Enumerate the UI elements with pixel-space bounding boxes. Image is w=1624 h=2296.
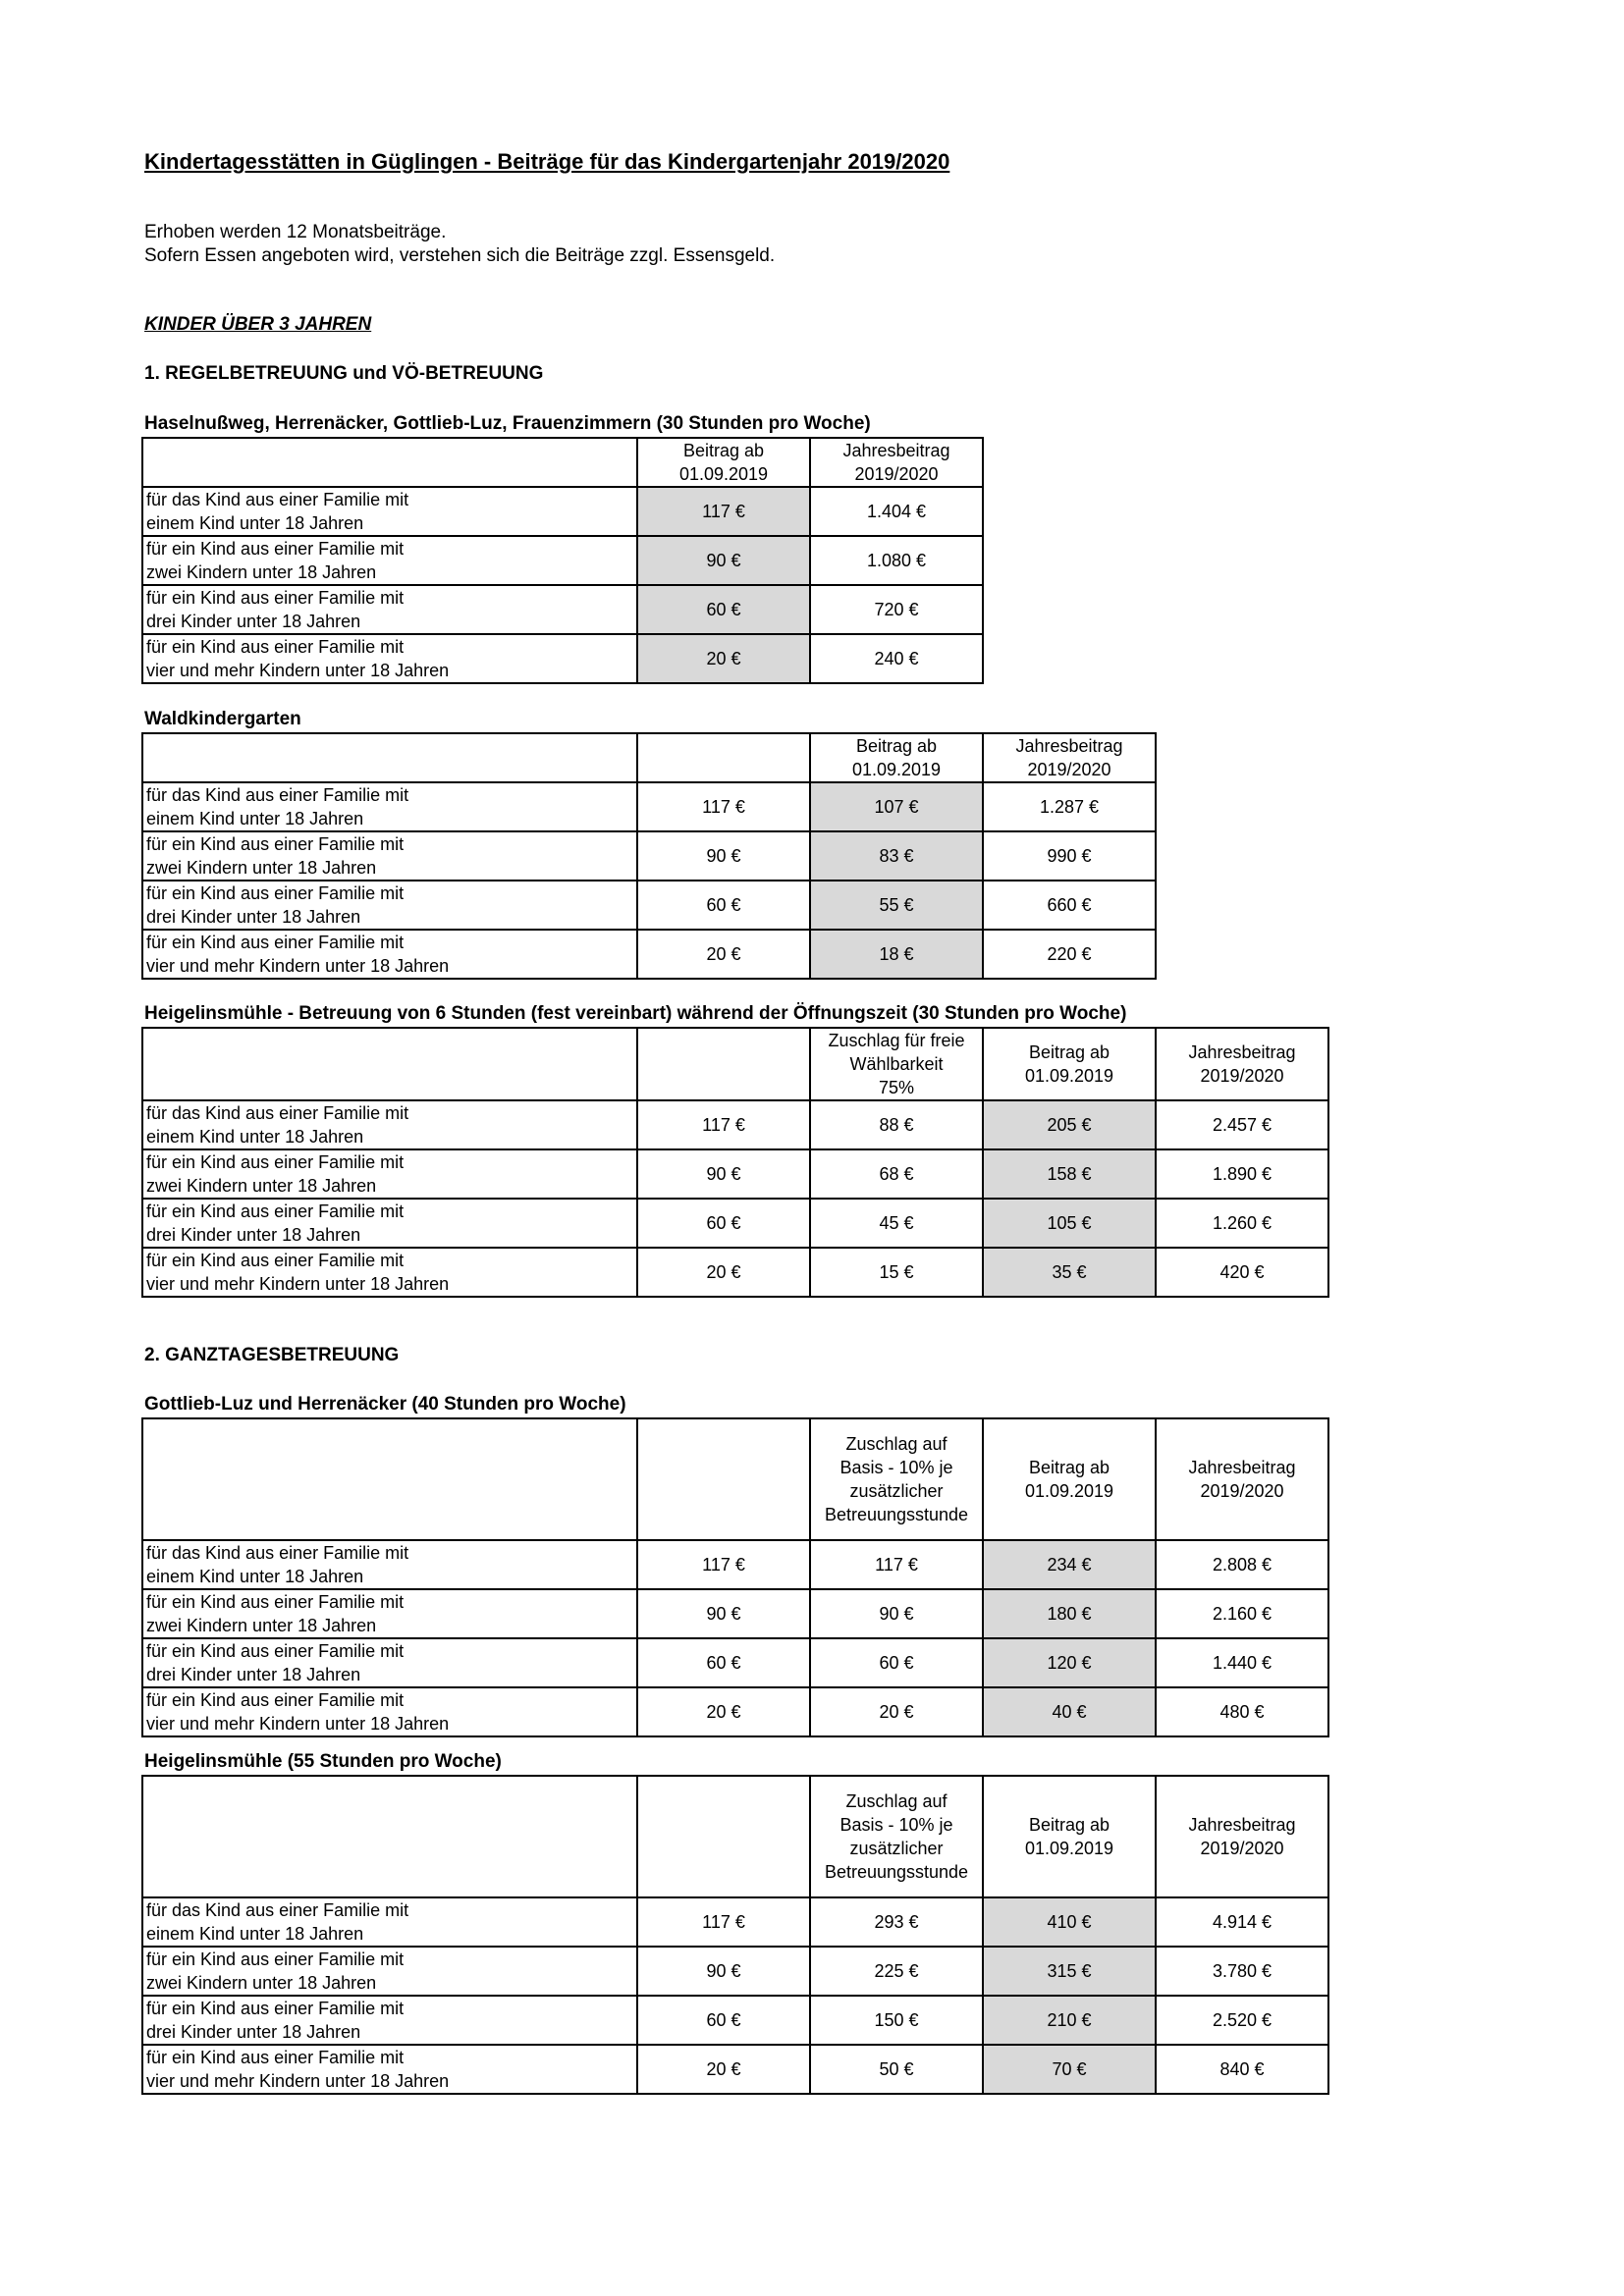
zuschlag-cell: 150 € xyxy=(810,1996,983,2045)
jahresbeitrag-cell: 1.440 € xyxy=(1156,1638,1328,1687)
basis-cell: 117 € xyxy=(637,1897,810,1947)
basis-cell: 60 € xyxy=(637,881,810,930)
table-header-row xyxy=(142,1028,1328,1100)
jahresbeitrag-cell: 220 € xyxy=(983,930,1156,979)
jahresbeitrag-cell: 720 € xyxy=(810,585,983,634)
beitrag-cell: 234 € xyxy=(983,1540,1156,1589)
header-beitrag: Beitrag ab 01.09.2019 xyxy=(810,733,983,782)
beitrag-cell: 205 € xyxy=(983,1100,1156,1149)
header-zuschlag: Zuschlag auf Basis - 10% je zusätzlicher Betreuungsstunde xyxy=(810,1418,983,1540)
basis-cell: 60 € xyxy=(637,1638,810,1687)
header-empty-cell xyxy=(142,438,637,487)
header-empty-cell xyxy=(637,1028,810,1100)
intro-line-1: Erhoben werden 12 Monatsbeiträge. xyxy=(144,222,447,242)
row-label: für ein Kind aus einer Familie mit drei Kinder unter 18 Jahren xyxy=(142,585,637,634)
jahresbeitrag-cell: 2.520 € xyxy=(1156,1996,1328,2045)
jahresbeitrag-cell: 240 € xyxy=(810,634,983,683)
jahresbeitrag-cell: 2.160 € xyxy=(1156,1589,1328,1638)
basis-cell: 20 € xyxy=(637,1687,810,1736)
table-row xyxy=(142,1996,1328,2045)
header-beitrag: Beitrag ab 01.09.2019 xyxy=(637,438,810,487)
header-jahresbeitrag: Jahresbeitrag 2019/2020 xyxy=(983,733,1156,782)
row-label: für ein Kind aus einer Familie mit zwei Kindern unter 18 Jahren xyxy=(142,1947,637,1996)
header-zuschlag: Zuschlag auf Basis - 10% je zusätzlicher Betreuungsstunde xyxy=(810,1776,983,1897)
row-label: für das Kind aus einer Familie mit einem Kind unter 18 Jahren xyxy=(142,782,637,831)
row-label: für ein Kind aus einer Familie mit zwei Kindern unter 18 Jahren xyxy=(142,1149,637,1199)
header-empty-cell xyxy=(142,1028,637,1100)
fee-table-1 xyxy=(141,437,984,684)
header-beitrag: Beitrag ab 01.09.2019 xyxy=(983,1028,1156,1100)
zuschlag-cell: 225 € xyxy=(810,1947,983,1996)
header-empty-cell xyxy=(142,1776,637,1897)
row-label: für das Kind aus einer Familie mit einem Kind unter 18 Jahren xyxy=(142,487,637,536)
zuschlag-cell: 15 € xyxy=(810,1248,983,1297)
zuschlag-cell: 90 € xyxy=(810,1589,983,1638)
beitrag-cell: 40 € xyxy=(983,1687,1156,1736)
row-label: für ein Kind aus einer Familie mit vier und mehr Kindern unter 18 Jahren xyxy=(142,1687,637,1736)
beitrag-cell: 60 € xyxy=(637,585,810,634)
table-5-caption: Heigelinsmühle (55 Stunden pro Woche) xyxy=(144,1751,502,1772)
beitrag-cell: 105 € xyxy=(983,1199,1156,1248)
header-jahresbeitrag: Jahresbeitrag 2019/2020 xyxy=(1156,1776,1328,1897)
beitrag-cell: 158 € xyxy=(983,1149,1156,1199)
beitrag-cell: 107 € xyxy=(810,782,983,831)
beitrag-cell: 90 € xyxy=(637,536,810,585)
basis-cell: 60 € xyxy=(637,1996,810,2045)
page-title: Kindertagesstätten in Güglingen - Beiträge für das Kindergartenjahr 2019/2020 xyxy=(144,149,950,174)
beitrag-cell: 35 € xyxy=(983,1248,1156,1297)
intro-line-2: Sofern Essen angeboten wird, verstehen sich die Beiträge zzgl. Essensgeld. xyxy=(144,245,776,266)
header-jahresbeitrag: Jahresbeitrag 2019/2020 xyxy=(810,438,983,487)
row-label: für ein Kind aus einer Familie mit drei Kinder unter 18 Jahren xyxy=(142,1199,637,1248)
table-3-caption: Heigelinsmühle - Betreuung von 6 Stunden (fest vereinbart) während der Öffnungszeit (30 Stunden pro Woche) xyxy=(144,1003,1127,1024)
jahresbeitrag-cell: 4.914 € xyxy=(1156,1897,1328,1947)
beitrag-cell: 315 € xyxy=(983,1947,1156,1996)
zuschlag-cell: 50 € xyxy=(810,2045,983,2094)
table-row xyxy=(142,1687,1328,1736)
header-jahresbeitrag: Jahresbeitrag 2019/2020 xyxy=(1156,1028,1328,1100)
beitrag-cell: 83 € xyxy=(810,831,983,881)
jahresbeitrag-cell: 1.080 € xyxy=(810,536,983,585)
row-label: für das Kind aus einer Familie mit einem Kind unter 18 Jahren xyxy=(142,1100,637,1149)
jahresbeitrag-cell: 480 € xyxy=(1156,1687,1328,1736)
row-label: für ein Kind aus einer Familie mit drei Kinder unter 18 Jahren xyxy=(142,881,637,930)
table-row xyxy=(142,536,983,585)
fee-table-4 xyxy=(141,1417,1329,1737)
basis-cell: 90 € xyxy=(637,1589,810,1638)
row-label: für ein Kind aus einer Familie mit drei Kinder unter 18 Jahren xyxy=(142,1996,637,2045)
table-row xyxy=(142,1540,1328,1589)
jahresbeitrag-cell: 420 € xyxy=(1156,1248,1328,1297)
jahresbeitrag-cell: 1.404 € xyxy=(810,487,983,536)
table-header-row xyxy=(142,1418,1328,1540)
section-2-heading: 2. GANZTAGESBETREUUNG xyxy=(144,1345,400,1365)
beitrag-cell: 410 € xyxy=(983,1897,1156,1947)
table-row xyxy=(142,1248,1328,1297)
beitrag-cell: 180 € xyxy=(983,1589,1156,1638)
table-row xyxy=(142,487,983,536)
table-row xyxy=(142,1897,1328,1947)
table-row xyxy=(142,881,1156,930)
table-row xyxy=(142,2045,1328,2094)
jahresbeitrag-cell: 1.260 € xyxy=(1156,1199,1328,1248)
table-4-caption: Gottlieb-Luz und Herrenäcker (40 Stunden pro Woche) xyxy=(144,1394,626,1415)
basis-cell: 20 € xyxy=(637,1248,810,1297)
table-row xyxy=(142,585,983,634)
basis-cell: 90 € xyxy=(637,1149,810,1199)
row-label: für das Kind aus einer Familie mit einem Kind unter 18 Jahren xyxy=(142,1897,637,1947)
header-empty-cell xyxy=(637,1418,810,1540)
table-1-caption: Haselnußweg, Herrenäcker, Gottlieb-Luz, Frauenzimmern (30 Stunden pro Woche) xyxy=(144,413,871,434)
row-label: für ein Kind aus einer Familie mit zwei Kindern unter 18 Jahren xyxy=(142,1589,637,1638)
table-row xyxy=(142,930,1156,979)
table-row xyxy=(142,831,1156,881)
jahresbeitrag-cell: 1.287 € xyxy=(983,782,1156,831)
zuschlag-cell: 20 € xyxy=(810,1687,983,1736)
header-empty-cell xyxy=(637,1776,810,1897)
table-row xyxy=(142,1100,1328,1149)
basis-cell: 90 € xyxy=(637,831,810,881)
jahresbeitrag-cell: 1.890 € xyxy=(1156,1149,1328,1199)
jahresbeitrag-cell: 2.457 € xyxy=(1156,1100,1328,1149)
basis-cell: 20 € xyxy=(637,930,810,979)
header-empty-cell xyxy=(142,1418,637,1540)
table-header-row xyxy=(142,1776,1328,1897)
section-1-heading: 1. REGELBETREUUNG und VÖ-BETREUUNG xyxy=(144,363,544,384)
basis-cell: 117 € xyxy=(637,1540,810,1589)
table-row xyxy=(142,1638,1328,1687)
beitrag-cell: 70 € xyxy=(983,2045,1156,2094)
beitrag-cell: 20 € xyxy=(637,634,810,683)
row-label: für ein Kind aus einer Familie mit zwei Kindern unter 18 Jahren xyxy=(142,536,637,585)
beitrag-cell: 210 € xyxy=(983,1996,1156,2045)
beitrag-cell: 117 € xyxy=(637,487,810,536)
jahresbeitrag-cell: 840 € xyxy=(1156,2045,1328,2094)
row-label: für das Kind aus einer Familie mit einem Kind unter 18 Jahren xyxy=(142,1540,637,1589)
table-header-row xyxy=(142,438,983,487)
beitrag-cell: 18 € xyxy=(810,930,983,979)
fee-table-3 xyxy=(141,1027,1329,1298)
jahresbeitrag-cell: 3.780 € xyxy=(1156,1947,1328,1996)
table-row xyxy=(142,782,1156,831)
table-row xyxy=(142,1149,1328,1199)
table-row xyxy=(142,1589,1328,1638)
header-zuschlag: Zuschlag für freie Wählbarkeit 75% xyxy=(810,1028,983,1100)
zuschlag-cell: 117 € xyxy=(810,1540,983,1589)
row-label: für ein Kind aus einer Familie mit drei Kinder unter 18 Jahren xyxy=(142,1638,637,1687)
fee-table-5 xyxy=(141,1775,1329,2095)
row-label: für ein Kind aus einer Familie mit vier und mehr Kindern unter 18 Jahren xyxy=(142,1248,637,1297)
table-row xyxy=(142,634,983,683)
basis-cell: 90 € xyxy=(637,1947,810,1996)
zuschlag-cell: 45 € xyxy=(810,1199,983,1248)
header-empty-cell xyxy=(637,733,810,782)
table-header-row xyxy=(142,733,1156,782)
row-label: für ein Kind aus einer Familie mit zwei Kindern unter 18 Jahren xyxy=(142,831,637,881)
beitrag-cell: 55 € xyxy=(810,881,983,930)
header-beitrag: Beitrag ab 01.09.2019 xyxy=(983,1776,1156,1897)
header-jahresbeitrag: Jahresbeitrag 2019/2020 xyxy=(1156,1418,1328,1540)
header-empty-cell xyxy=(142,733,637,782)
heading-kinder-ueber-3: KINDER ÜBER 3 JAHREN xyxy=(144,314,372,335)
table-row xyxy=(142,1947,1328,1996)
basis-cell: 20 € xyxy=(637,2045,810,2094)
zuschlag-cell: 60 € xyxy=(810,1638,983,1687)
table-row xyxy=(142,1199,1328,1248)
row-label: für ein Kind aus einer Familie mit vier und mehr Kindern unter 18 Jahren xyxy=(142,634,637,683)
intro-text xyxy=(144,221,775,268)
jahresbeitrag-cell: 660 € xyxy=(983,881,1156,930)
zuschlag-cell: 293 € xyxy=(810,1897,983,1947)
beitrag-cell: 120 € xyxy=(983,1638,1156,1687)
row-label: für ein Kind aus einer Familie mit vier und mehr Kindern unter 18 Jahren xyxy=(142,2045,637,2094)
row-label: für ein Kind aus einer Familie mit vier und mehr Kindern unter 18 Jahren xyxy=(142,930,637,979)
jahresbeitrag-cell: 990 € xyxy=(983,831,1156,881)
basis-cell: 117 € xyxy=(637,782,810,831)
table-2-caption: Waldkindergarten xyxy=(144,709,301,729)
header-beitrag: Beitrag ab 01.09.2019 xyxy=(983,1418,1156,1540)
jahresbeitrag-cell: 2.808 € xyxy=(1156,1540,1328,1589)
zuschlag-cell: 88 € xyxy=(810,1100,983,1149)
basis-cell: 60 € xyxy=(637,1199,810,1248)
fee-table-2 xyxy=(141,732,1157,980)
zuschlag-cell: 68 € xyxy=(810,1149,983,1199)
basis-cell: 117 € xyxy=(637,1100,810,1149)
